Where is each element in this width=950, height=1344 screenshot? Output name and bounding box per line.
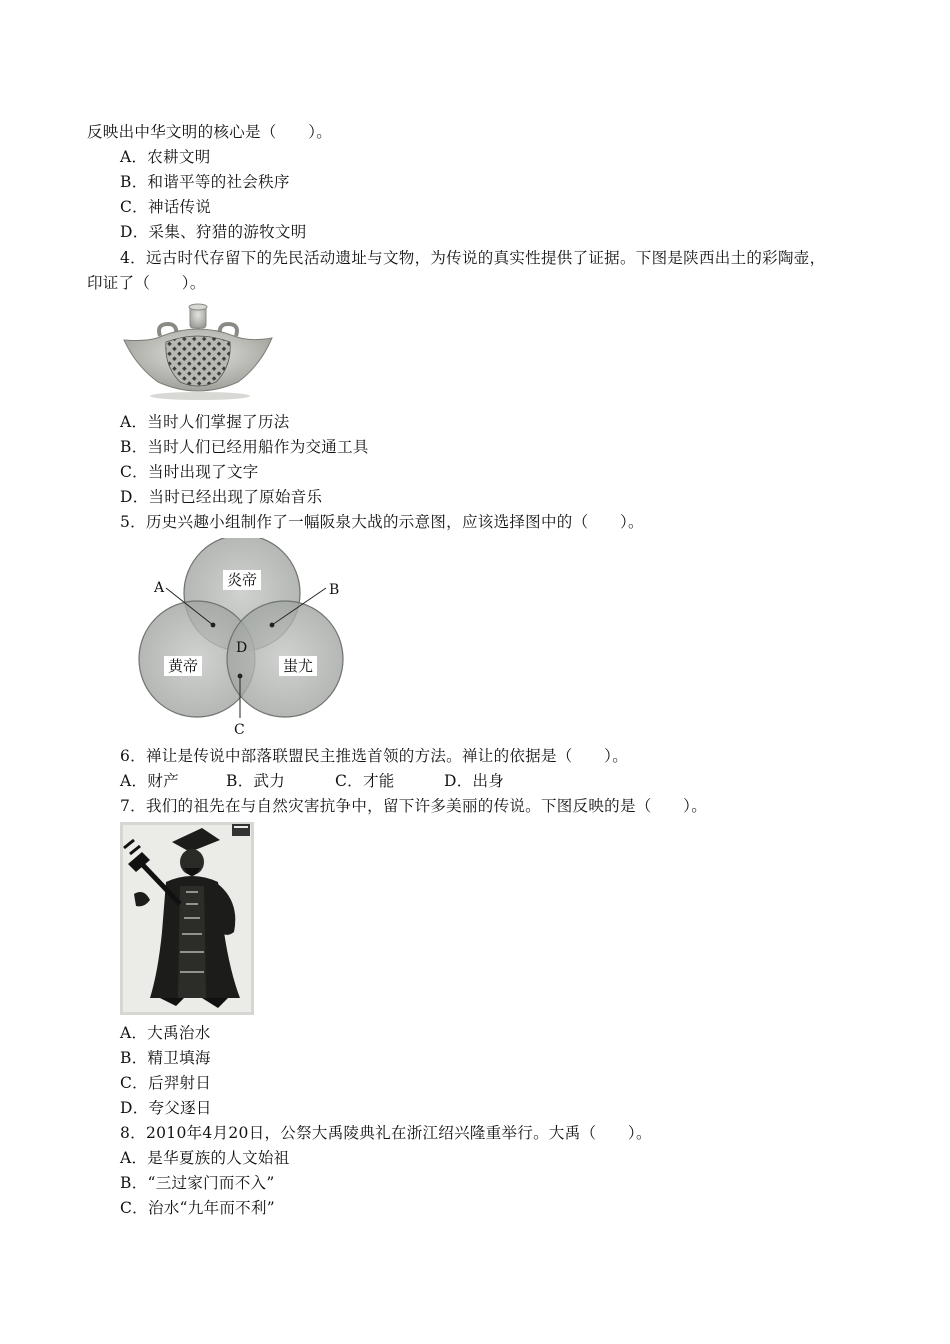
q6-option-a: A．财产 (120, 772, 179, 790)
point-label-c: C (234, 722, 245, 738)
q7-option-a: A．大禹治水 (120, 1024, 211, 1042)
q6-stem: 6．禅让是传说中部落联盟民主推选首领的方法。禅让的依据是（ ）。 (120, 747, 629, 765)
point-label-b: B (329, 582, 340, 598)
circle-label-yandi: 炎帝 (226, 571, 258, 589)
circle-label-huangdi: 黄帝 (167, 657, 199, 675)
q4-option-a: A．当时人们掌握了历法 (120, 413, 290, 431)
q6-option-d: D．出身 (444, 772, 505, 790)
q7-option-b: B．精卫填海 (120, 1049, 211, 1067)
q3-option-d: D．采集、狩猎的游牧文明 (120, 223, 307, 241)
q7-option-d: D．夸父逐日 (120, 1099, 212, 1117)
q8-option-c: C．治水“九年而不利” (120, 1199, 276, 1217)
banquan-battle-diagram (130, 538, 360, 738)
q3-stem-continuation: 反映出中华文明的核心是（ ）。 (87, 123, 333, 141)
q6-option-b: B．武力 (226, 772, 286, 790)
point-label-a: A (154, 580, 165, 596)
q4-option-b: B．当时人们已经用船作为交通工具 (120, 438, 369, 456)
da-yu-figure-image (120, 822, 254, 1015)
q4-option-c: C．当时出现了文字 (120, 463, 259, 481)
point-label-d: D (236, 640, 248, 656)
q8-stem: 8．2010年4月20日，公祭大禹陵典礼在浙江绍兴隆重举行。大禹（ ）。 (120, 1124, 652, 1142)
q8-option-a: A．是华夏族的人文始祖 (120, 1149, 290, 1167)
q7-stem: 7．我们的祖先在与自然灾害抗争中，留下许多美丽的传说。下图反映的是（ ）。 (120, 797, 708, 815)
q8-option-b: B．“三过家门而不入” (120, 1174, 275, 1192)
painted-pottery-pot-image (120, 302, 276, 402)
q3-option-a: A．农耕文明 (120, 148, 211, 166)
circle-label-chiyou: 蚩尤 (282, 657, 314, 675)
q4-stem-line2: 印证了（ ）。 (87, 274, 206, 292)
q3-option-b: B．和谐平等的社会秩序 (120, 173, 290, 191)
q4-option-d: D．当时已经出现了原始音乐 (120, 488, 323, 506)
q6-option-c: C．才能 (335, 772, 395, 790)
q4-stem-line1: 4．远古时代存留下的先民活动遗址与文物，为传说的真实性提供了证据。下图是陕西出土的彩陶壶， (120, 249, 826, 267)
q5-stem: 5．历史兴趣小组制作了一幅阪泉大战的示意图，应该选择图中的（ ）。 (120, 513, 644, 531)
q7-option-c: C．后羿射日 (120, 1074, 212, 1092)
q3-option-c: C．神话传说 (120, 198, 212, 216)
